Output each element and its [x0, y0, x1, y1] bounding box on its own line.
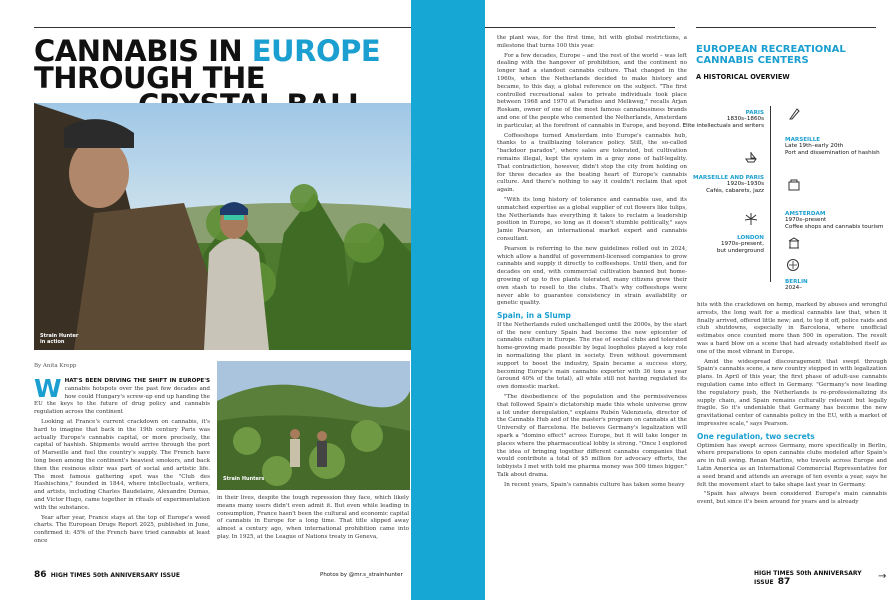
top-rule-right [485, 27, 675, 28]
secondary-photo [217, 361, 410, 490]
left-column-1: WHAT'S BEEN DRIVING THE SHIFT IN EUROPE'S cannabis hotspots over the past few decades and how could Hungary's screw-up end up handing the EU the keys to the future of drug policy and cannabis regulation across the continent Looking at France's current crackdown on cannabis, it's hard to imagine that back in the 19th century Paris was actually Europe's cannabis capital, or more precisely, the capital of hashish. Shipments would arrive through the port of Marseille and fuel the country's supply. The French have long been among the continent's heaviest smokers, and back then the resinous elixir was part of social and artistic life. The most famous gathering spot was the "Club des Hashischins," founded in 1844, where intellectuals, writers, and artists, including Charles Baudelaire, Alexandre Dumas, and Victor Hugo, came together in rituals of experimentation with the substance. Year after year, France stays at the top of Europe's weed charts. The European Drugs Report 2025, published in June, confirmed it: 45% of the French have tried cannabis at least once [34, 374, 210, 544]
top-rule-right-2 [696, 27, 876, 28]
right-column-2: hits with the crackdown on hemp, marked by abuses and wrongful arrests, the long wait for a medical cannabis law that, when it finally arrived, offered little new; and, to top it off, police raids and club shutdowns, especially in Barcelona, where unofficial estimates once counted more than 500 in operation. The result was a hard blow on a scene that had already established itself as one of the most vibrant in Europe. Amid the widespread discouragement that swept through Spain's cannabis scene, a new country stepped in with legalization plans. In April of this year, the first phase of adult-use cannabis regulation came into effect in Germany. "Germany's now leading the regulatory push, the Netherlands is re-professionalizing its supply chain, and Spain remains culturally relevant but legally fragile. So it's undeniable that Germany has become the new gravitational center of cannabis policy in the EU, with a market of impressive scale," says Pearson. One regulation, two secrets Optimism has swept across Germany, more specifically in Berlin, where preparations to open cannabis clubs modeled after Spain's are in full swing. Renan Martins, who travels across Europe and Latin America as an International Commercial Representative for a seed brand and attends an average of ten events a year, says he felt the movement start to take shape last year in Germany. "Spain has always been considered Europe's main cannabis event, but since it's been around for years and is already [697, 302, 887, 506]
subheading-regulation: One regulation, two secrets [697, 431, 815, 441]
right-footer: HIGH TIMES 50th ANNIVERSARY ISSUE 87 [754, 570, 862, 587]
ship-icon [744, 150, 758, 164]
sidebar-subtitle: A HISTORICAL OVERVIEW [696, 73, 790, 81]
cafe-icon [787, 178, 801, 192]
quill-icon [787, 107, 801, 121]
left-page [0, 0, 411, 600]
article-title: CANNABIS IN EUROPE THROUGH THE [34, 34, 381, 95]
center-spine [411, 0, 485, 600]
subheading-spain: Spain, in a Slump [497, 311, 571, 321]
timeline-event-london: LONDON 1970s–present, but underground [716, 235, 764, 254]
left-footer: 86 HIGH TIMES 50th ANNIVERSARY ISSUE [34, 570, 180, 580]
club-icon [786, 258, 800, 272]
hero-photo [34, 103, 411, 350]
leaf-icon [744, 212, 758, 226]
building-icon [787, 236, 801, 250]
left-column-2: in their lives, despite the tough repression they face, which likely means many users didn't even admit it. But even while leading in consumption, France hasn't been the cultural and economic capital of cannabis in Europe for a long time. That title slipped away almost a century ago, when international prohibition came into play. In 1925, at the League of Nations treaty in Geneva, [217, 495, 409, 540]
byline: By Anita Krepp [34, 363, 77, 369]
drop-cap: W [34, 374, 62, 403]
timeline-event-marseille-paris: MARSEILLE AND PARIS 1920s–1930s Cafés, cabarets, jazz [693, 175, 764, 194]
photo-caption: Strain Hunter in action [40, 333, 79, 345]
photo2-caption: Strain Hunters [223, 476, 265, 482]
photo-credit: Photos by @mr.s_strainhunter [320, 572, 403, 578]
right-column-1: the plant was, for the first time, hit with global restrictions, a milestone that turns 100 this year. For a few decades, Europe – and the rest of the world – was left dealing with the hangover of prohibition, and the continent no longer had a standout cannabis culture. That changed in the 1960s, when the Netherlands decided to make history and became, to this day, a global reference on the subject. "The first controlled recreational sales to private individuals took place between 1968 and 1970 at Paradiso and Melkweg," recalls Arjan Roskam, owner of one of the most famous cannabusiness brands and one of the people who cemented the Netherlands, Amsterdam in particular, at the forefront of cannabis in Europe, and beyond. Coffeeshops turned Amsterdam into Europe's cannabis hub, thanks to a trailblazing tolerance policy. Still, the so-called "backdoor paradox", where sales are tolerated, but cultivation remains illegal, kept the system in a gray zone of half-legality. That contradiction, however, didn't stop the city from holding on for three decades as the beating heart of Europe's cannabis culture. And there's nothing to say it couldn't reclaim that spot again. "With its long history of tolerance and cannabis use, and its unmatched expertise as a global supplier of cut flowers like tulips, the Netherlands has everything it takes to reclaim a leadership position in Europe, so long as it doesn't stumble politically," says Jamie Pearson, an international market expert and cannabis consultant. Pearson is referring to the new guidelines rolled out in 2024, which allow a handful of government-licensed companies to grow cannabis and supply it directly to coffeeshops. Until then, and for decades on end, with commercial cultivation banned but home-growing of up to five plants tolerated, many citizens grew their own stash to resell to the clubs. That's why coffeeshops were never able to guarantee consistency in strain availability or genetic quality. Spain, in a Slump If the Netherlands ruled unchallenged until the 2000s, by the start of the new century Spain had become the new epicenter of cannabis culture in Europe. The rise of social clubs and tolerated home-growing made possible by legal loopholes played a key role in normalizing the plant in society. Even without government support to boost the industry, Spain became a success story, becoming Europe's main cannabis exporter with 36 tons a year (around 40% of the total), all while still not having regulated its own domestic market. "The disobedience of the population and the permissiveness that followed Spain's dictatorship made this whole universe grow a lot under deregulation," explains Rubén Valenzuela, director of the Cannabis Hub and of the master's program on cannabis at the University of Barcelona. He believes Germany's legalization will spark a "domino effect" across Europe, but it will take longer in places where the pharmaceutical lobby is strong. "Once I explored the idea of bringing together different cannabis companies that would contribute a total of $5 million for advocacy efforts, the lobbyists I met with told me pharma money was 500 times bigger." Talk about drama. In recent years, Spain's cannabis culture has taken some heavy [497, 35, 687, 488]
sidebar-title: EUROPEAN RECREATIONAL CANNABIS CENTERS [696, 44, 846, 66]
timeline-event-paris: PARIS 1830s–1860s Elite intellectuals and writers [682, 110, 764, 129]
timeline-event-amsterdam: AMSTERDAM 1970s–present Coffee shops and cannabis tourism [785, 211, 884, 230]
timeline-line [770, 106, 771, 282]
top-rule [34, 27, 411, 28]
timeline-event-berlin: BERLIN 2024– [785, 279, 808, 292]
arrow-right-icon: → [878, 571, 887, 582]
timeline-event-marseille: MARSEILLE Late 19th–early 20th Port and dissemination of hashish [785, 137, 880, 156]
